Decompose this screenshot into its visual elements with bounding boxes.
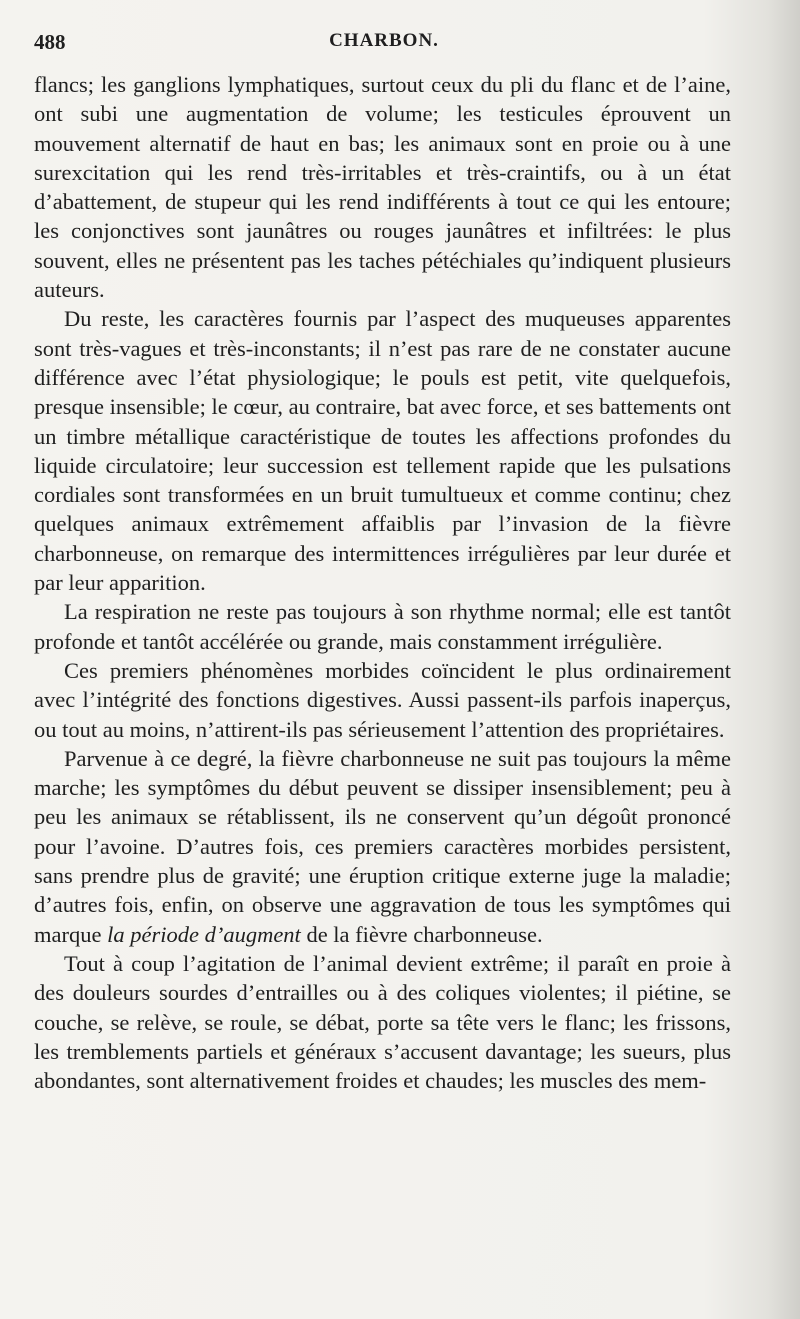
paragraph-degre <box>34 744 731 949</box>
paragraph-agitation: Tout à coup l’agitation de l’animal devient extrême; il paraît en proie à des douleurs sourdes d’entrailles ou à des coliques violentes; il piétine, se couche, se relève, se roule, se débat, porte sa tête vers le flanc; les frissons, les tremblements partiels et généraux s’accusent davantage; les sueurs, plus abondantes, sont alternativement froides et chaudes; les muscles des mem- <box>34 950 731 1094</box>
page-header <box>34 30 734 60</box>
paragraph-degre-italic: la période d’augment <box>107 921 301 947</box>
paragraph-phenomenes: Ces premiers phénomènes morbides coïncident le plus ordinairement avec l’intégrité des fonctions digestives. Aussi passent-ils parfois inaperçus, ou tout au moins, n’attirent-ils pas sérieusement l’attention des propriétaires. <box>34 657 731 742</box>
paragraph-degre-end: de la fièvre charbonneuse. <box>300 921 543 947</box>
page-number: 488 <box>34 30 66 54</box>
paragraph-degre-text: Parvenue à ce degré, la fièvre charbonneuse ne suit pas toujours la même marche; les symptômes du début peuvent se dissiper insensiblement; peu à peu les animaux se rétablissent, ils ne conservent qu’un dégoût prononcé pour l’avoine. D’autres fois, ces premiers caractères morbides persistent, sans prendre plus de gravité; une éruption critique externe juge la maladie; d’autres fois, enfin, on observe une aggravation de tous les symptômes qui marque <box>34 745 731 947</box>
running-title: CHARBON. <box>329 30 439 51</box>
body-text <box>34 70 731 1095</box>
paragraph-muqueuses: Du reste, les caractères fournis par l’aspect des muqueuses apparentes sont très-vagues et très-inconstants; il n’est pas rare de ne constater aucune différence avec l’état physiologique; le pouls est petit, vite quelquefois, presque insensible; le cœur, au contraire, bat avec force, et ses battements ont un timbre métallique caractéristique de toutes les affections profondes du liquide circulatoire; leur succession est tellement rapide que les pulsations cordiales sont transformées en un bruit tumultueux et comme continu; chez quelques animaux extrêmement affaiblis par l’invasion de la fièvre charbonneuse, on remarque des intermittences irrégulières par leur durée et par leur apparition. <box>34 306 731 596</box>
paragraph-continuation: flancs; les ganglions lymphatiques, surtout ceux du pli du flanc et de l’aine, ont subi une augmentation de volume; les testicules éprouvent un mouvement alternatif de haut en bas; les animaux sont en proie ou à une surexcitation qui les rend très-irritables et très-craintifs, ou à un état d’abattement, de stupeur qui les rend indifférents à tout ce qui les entoure; les conjonctives sont jaunâtres ou rouges jaunâtres et infiltrées: le plus souvent, elles ne présentent pas les taches pétéchiales qu’indiquent plusieurs auteurs. <box>34 72 731 303</box>
paragraph-respiration: La respiration ne reste pas toujours à son rhythme normal; elle est tantôt profonde et tantôt accélérée ou grande, mais constamment irrégulière. <box>34 599 731 654</box>
